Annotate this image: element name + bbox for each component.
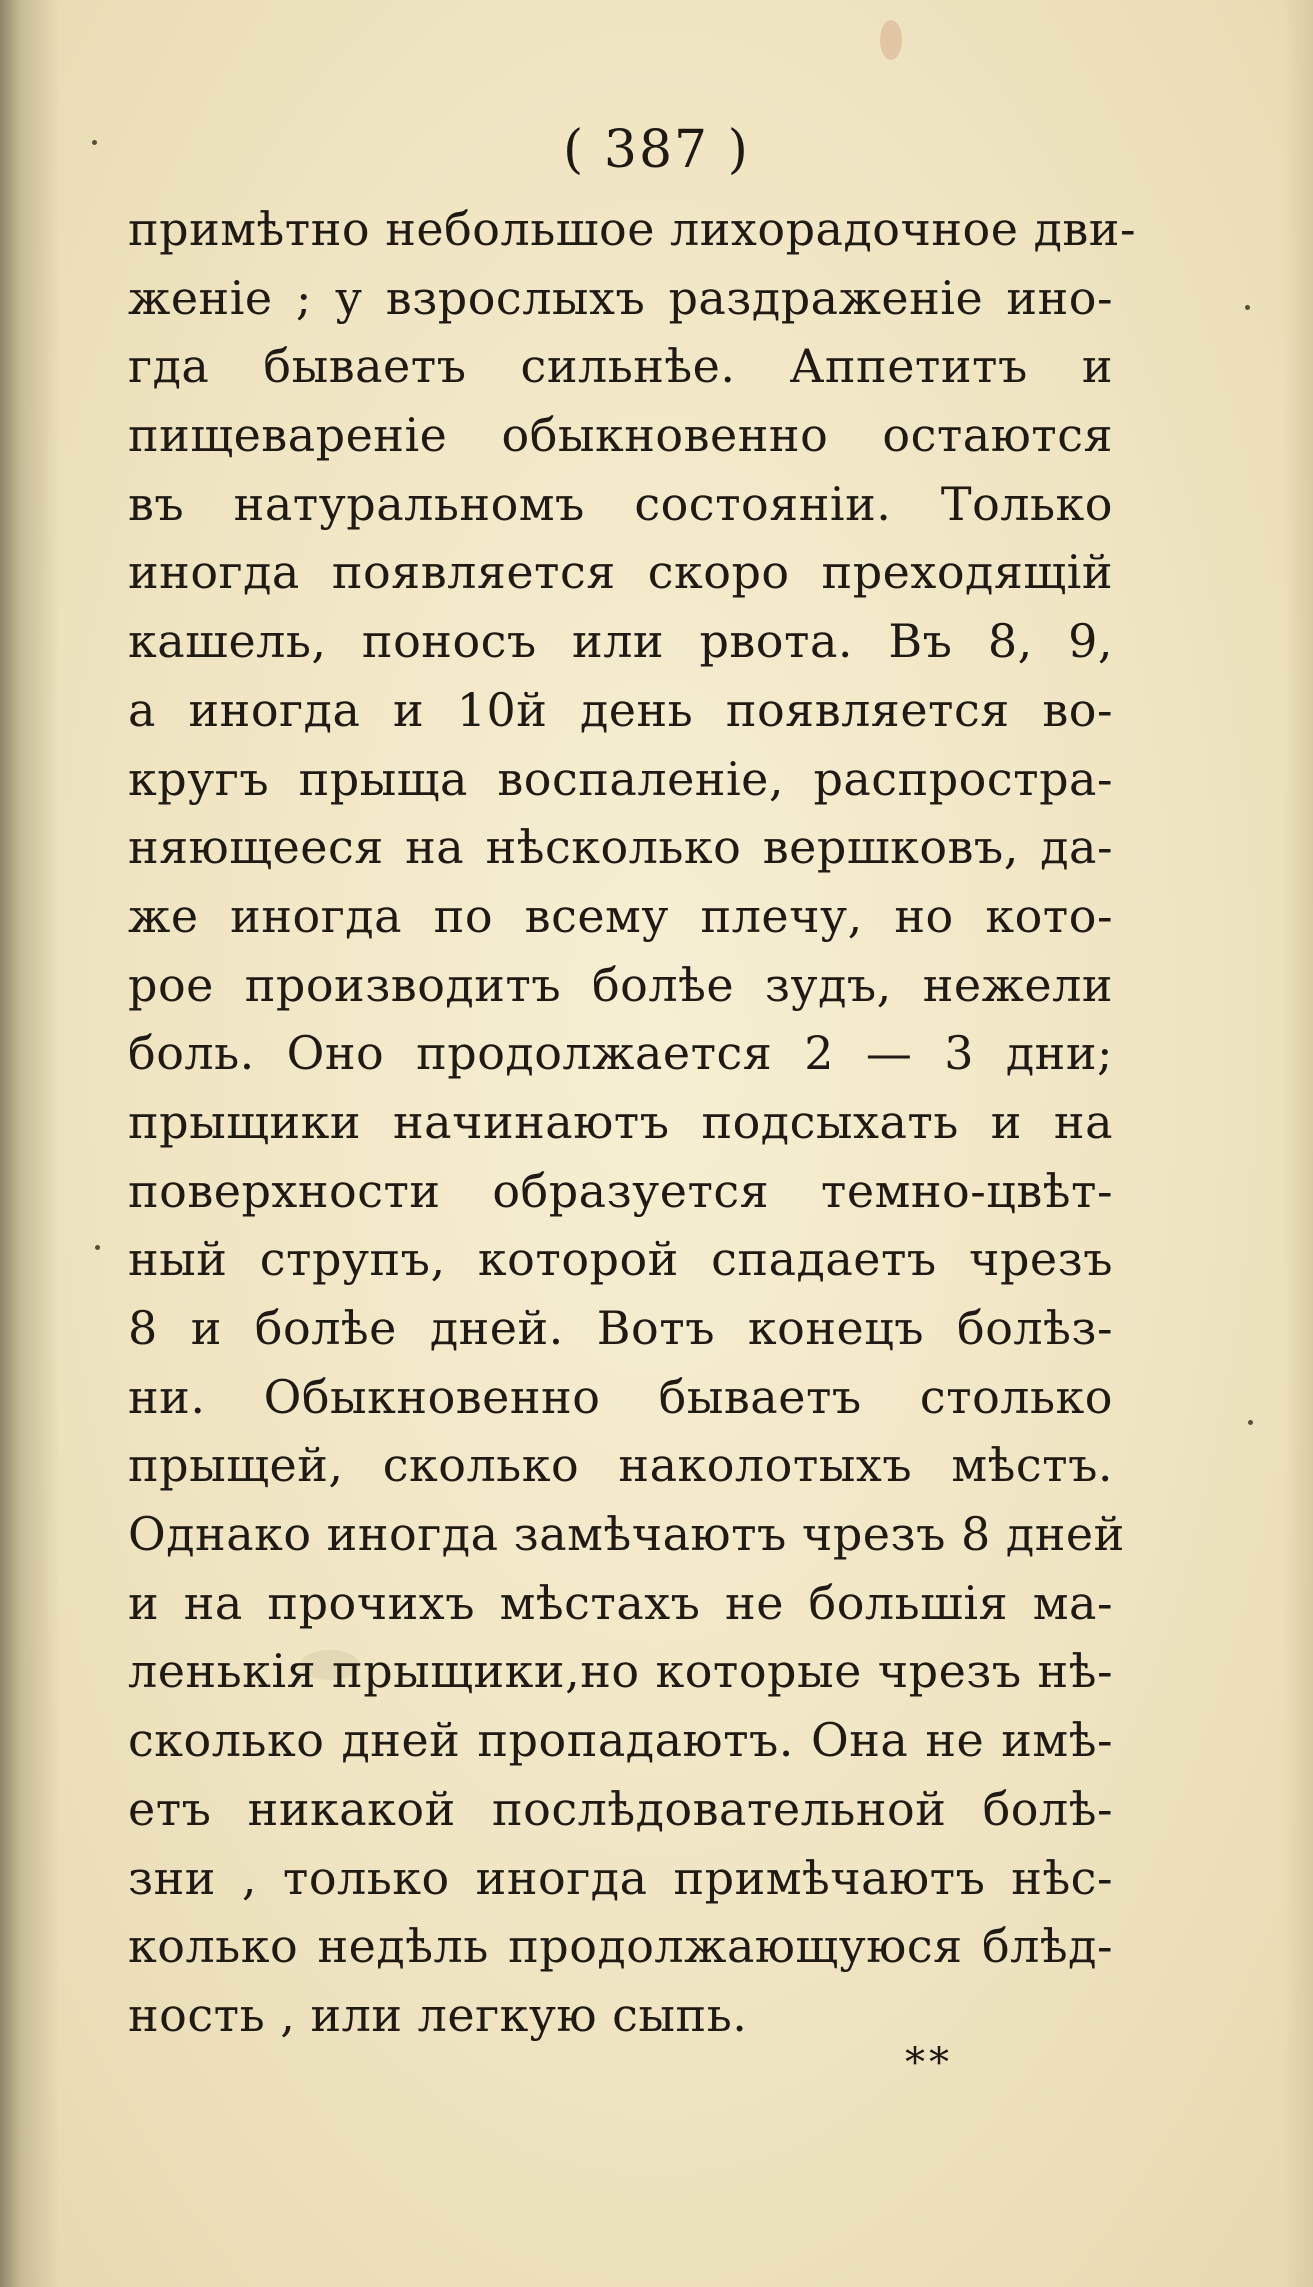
text-line: прыщей, сколько наколотыхъ мѣстъ. — [128, 1438, 1113, 1493]
text-line: боль. Оно продолжается 2 — 3 дни; — [128, 1026, 1113, 1081]
book-spine-shadow — [0, 0, 60, 2287]
paper-stain — [880, 20, 902, 60]
text-line: колько недѣль продолжающуюся блѣд- — [128, 1919, 1113, 1974]
text-line: а иногда и 10й день появляется во- — [128, 682, 1113, 737]
ink-speck — [1245, 305, 1250, 310]
text-line: няющееся на нѣсколько вершковъ, да- — [128, 820, 1113, 875]
text-line: кругъ прыща воспаленіе, распростра- — [128, 751, 1113, 806]
text-line: ни. Обыкновенно бываетъ столько — [128, 1369, 1113, 1424]
text-line: ленькія прыщики,но которые чрезъ нѣ- — [128, 1644, 1113, 1699]
text-line: примѣтно небольшое лихорадочное дви- — [128, 202, 1136, 256]
text-line: ность , или легкую сыпь. — [128, 1987, 748, 2042]
text-line: же иногда по всему плечу, но кото- — [128, 888, 1113, 943]
text-line: зни , только иногда примѣчаютъ нѣс- — [128, 1850, 1113, 1905]
text-line: иногда появляется скоро преходящій — [128, 545, 1113, 600]
text-line: 8 и болѣе дней. Вотъ конецъ болѣз- — [128, 1301, 1113, 1355]
text-line: женіе ; у взрослыхъ раздраженіе ино- — [128, 270, 1113, 325]
text-line: етъ никакой послѣдовательной болѣ- — [128, 1781, 1113, 1836]
text-line: и на прочихъ мѣстахъ не большія ма- — [128, 1575, 1113, 1630]
text-line: ный струпъ, которой спадаетъ чрезъ — [128, 1232, 1113, 1287]
text-line: поверхности образуется темно-цвѣт- — [128, 1163, 1113, 1218]
text-line: кашель, поносъ или рвота. Въ 8, 9, — [128, 614, 1113, 669]
text-line: гда бываетъ сильнѣе. Аппетитъ и — [128, 339, 1113, 394]
text-line: Однако иногда замѣчаютъ чрезъ 8 дней — [128, 1507, 1125, 1562]
ink-speck — [95, 1245, 100, 1250]
page-number: ( 387 ) — [563, 120, 750, 180]
body-text — [128, 195, 1136, 2050]
ink-speck — [1248, 1420, 1253, 1425]
text-line: сколько дней пропадаютъ. Она не имѣ- — [128, 1713, 1113, 1768]
text-line: прыщики начинаютъ подсыхать и на — [128, 1094, 1113, 1149]
text-line: рое производитъ болѣе зудъ, нежели — [128, 957, 1113, 1012]
catchword-mark: ** — [905, 2040, 953, 2086]
text-line: пищевареніе обыкновенно остаются — [128, 408, 1113, 463]
text-line: въ натуральномъ состояніи. Только — [128, 476, 1113, 531]
page-edge-shadow — [1283, 0, 1313, 2287]
